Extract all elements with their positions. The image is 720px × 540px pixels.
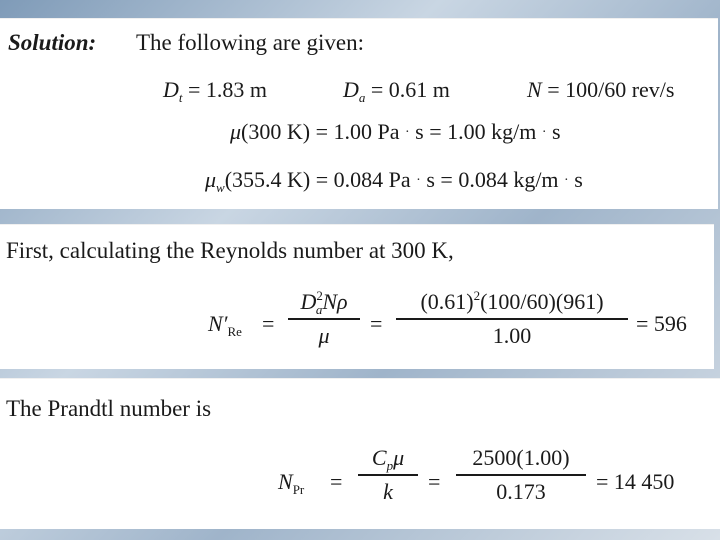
reynolds-numeric-numerator: $(0.61)^2(100/60)(961)$ <box>420 288 604 314</box>
reynolds-panel <box>0 224 714 369</box>
npr-symbol: $N_{Pr}$ <box>278 469 305 497</box>
muw-equation: $\mu_w(355.4$ K) = 0.084 Pa · s = 0.084 kg/m · s <box>205 167 583 195</box>
prandtl-formula-numerator: $C_p\mu$ <box>371 445 405 473</box>
reynolds-formula-numerator: $D^2_aN\rho$ <box>300 288 348 317</box>
solution-heading: Solution: <box>8 30 97 55</box>
given-values-panel <box>0 18 718 209</box>
equals-sign: = <box>330 469 343 494</box>
intro-text: The following are given: <box>136 30 365 55</box>
prandtl-formula-denominator: k <box>383 478 393 504</box>
reynolds-numeric-fraction <box>396 289 628 349</box>
prandtl-result: = 14 450 <box>596 469 675 494</box>
dt-equation: $D_t = 1.83$ m <box>163 77 268 105</box>
equals-sign: = <box>262 311 275 336</box>
fraction-bar <box>456 474 586 476</box>
fraction-bar <box>396 318 628 320</box>
prandtl-numeric-fraction <box>456 445 586 505</box>
reynolds-formula-denominator: μ <box>318 322 330 348</box>
prandtl-intro: The Prandtl number is <box>6 396 212 421</box>
da-equation: $D_a = 0.61$ m <box>343 77 450 105</box>
prandtl-panel <box>0 378 720 529</box>
prandtl-numeric-numerator: 2500(1.00) <box>472 445 570 470</box>
reynolds-result: = 596 <box>636 311 687 336</box>
prandtl-formula-fraction <box>358 445 418 505</box>
reynolds-formula-fraction <box>288 289 360 349</box>
fraction-bar <box>288 318 360 320</box>
nre-symbol: $N'_{Re}$ <box>208 311 242 339</box>
reynolds-intro: First, calculating the Reynolds number at 300 K, <box>6 238 454 263</box>
reynolds-numeric-denominator: 1.00 <box>492 322 532 348</box>
equals-sign: = <box>370 311 383 336</box>
equals-sign: = <box>428 469 441 494</box>
fraction-bar <box>358 474 418 476</box>
mu-equation: μ(300 K) = 1.00 Pa · s = 1.00 kg/m · s <box>230 119 561 144</box>
n-equation: N = 100/60 rev/s <box>527 77 675 102</box>
prandtl-numeric-denominator: 0.173 <box>496 478 546 504</box>
